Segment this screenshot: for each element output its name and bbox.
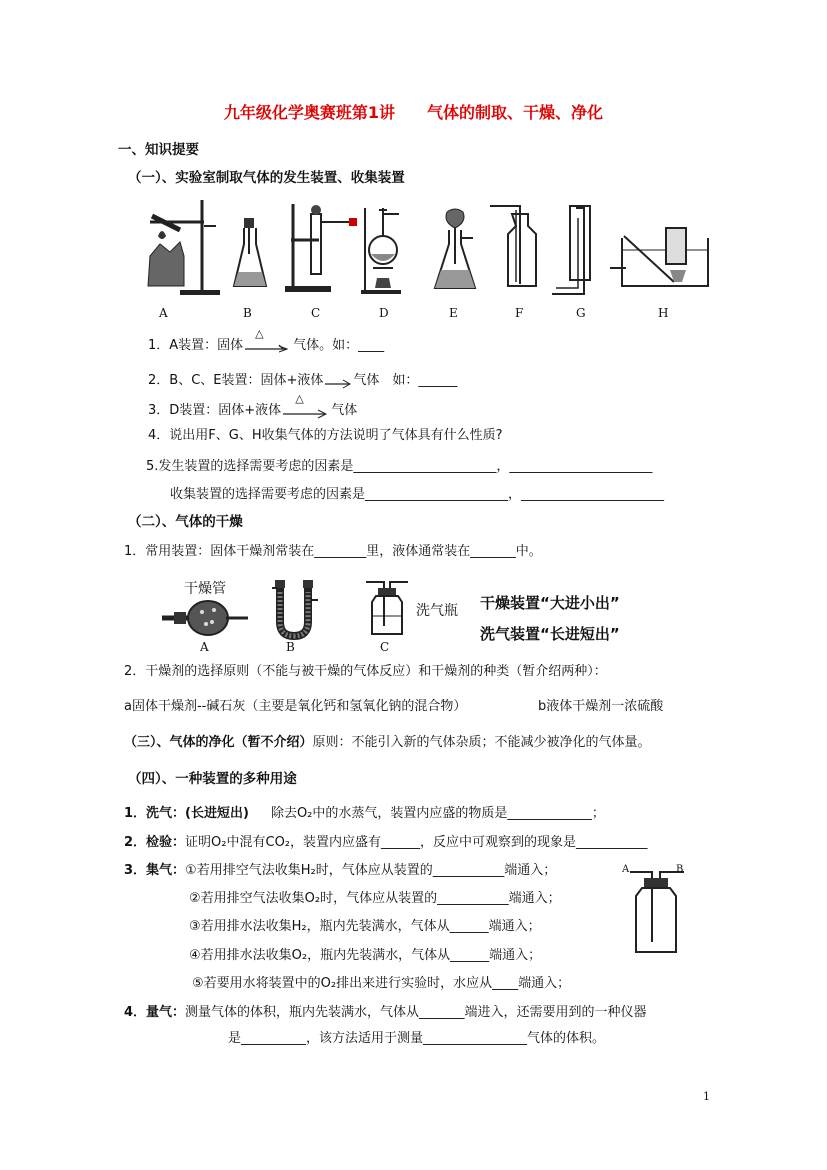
wash-rule: 洗气装置“长进短出”: [480, 625, 620, 643]
use-3-item-2: ②若用排空气法收集O₂时，气体应从装置的___________端通入；: [189, 891, 561, 906]
use-3-item-4: ④若用排水法收集O₂，瓶内先装满水，气体从______端通入；: [189, 948, 542, 963]
use-4-head: 4．量气：: [124, 1005, 186, 1020]
page-title: 九年级化学奥赛班第1讲 气体的制取、干燥、净化: [223, 103, 604, 122]
subsection-heading-2: （二）、气体的干燥: [128, 514, 243, 530]
apparatus-label-c: C: [311, 306, 321, 320]
heat-arrow: [281, 391, 331, 418]
use-3-item-3: ③若用排水法收集H₂，瓶内先装满水，气体从______端通入；: [189, 919, 541, 934]
use-1-head: 1．洗气：(长进短出): [124, 806, 249, 821]
arrow: [323, 374, 353, 388]
u-tube-image: [270, 578, 318, 638]
dry-rule: 干燥装置“大进小出”: [480, 594, 620, 612]
dry-tube-image: [160, 598, 250, 638]
subsection-3-title: （三）、气体的净化（暂不介绍）: [124, 735, 313, 750]
subsection-heading-1: （一）、实验室制取气体的发生装置、收集装置: [128, 170, 405, 186]
use-4-text-2: 是__________，该方法适用于测量________________气体的体积。: [228, 1031, 606, 1046]
use-3: [124, 859, 556, 878]
apparatus-h-image: [610, 222, 710, 292]
bottle-label-a: A: [622, 864, 630, 875]
question-2: [148, 369, 457, 388]
drying-item-2a: a固体干燥剂--碱石灰（主要是氧化钙和氢氧化钠的混合物）: [124, 699, 467, 714]
apparatus-e-image: [433, 208, 477, 296]
apparatus-a-image: [140, 196, 220, 296]
subsection-3: [124, 731, 651, 750]
question-5a: 5.发生装置的选择需要考虑的因素是______________________，______________________: [146, 459, 653, 474]
use-1-text: 除去O₂中的水蒸气，装置内应盛的物质是_____________；: [270, 806, 605, 821]
apparatus-label-d: D: [379, 306, 389, 320]
use-2-text: 证明O₂中混有CO₂，装置内应盛有______，反应中可观察到的现象是___________: [185, 835, 648, 850]
dry-tube-label: 干燥管: [184, 581, 226, 597]
question-3-suffix: 气体: [331, 403, 358, 418]
heat-arrow: [243, 326, 293, 353]
apparatus-g-image: [548, 204, 608, 296]
wash-bottle-label: 洗气瓶: [416, 603, 458, 619]
question-1-prefix: 1．A装置：固体: [148, 338, 244, 353]
apparatus-label-f: F: [515, 306, 524, 320]
apparatus-d-image: [359, 206, 409, 296]
dry-label-a: A: [200, 640, 209, 654]
apparatus-label-e: E: [449, 306, 458, 320]
question-1-suffix: 气体。如：____: [293, 338, 385, 353]
use-4-text: 测量气体的体积，瓶内先装满水，气体从_______端进入，还需要用到的一种仪器: [185, 1005, 647, 1020]
apparatus-label-g: G: [576, 306, 586, 320]
subsection-3-text: 原则：不能引入新的气体杂质；不能减少被净化的气体量。: [312, 735, 651, 750]
use-4: [124, 1001, 647, 1020]
question-2-prefix: 2．B、C、E装置：固体+液体: [148, 373, 324, 388]
use-1: [124, 802, 605, 821]
question-1: [148, 326, 385, 353]
question-3-prefix: 3．D装置：固体+液体: [148, 403, 282, 418]
gas-bottle-image: [626, 866, 692, 956]
apparatus-label-a: A: [159, 306, 168, 320]
apparatus-c-image: [283, 202, 359, 294]
use-3-head: 3．集气：: [124, 863, 186, 878]
drying-item-2b: b液体干燥剂一浓硫酸: [538, 699, 664, 714]
section-heading-1: 一、知识提要: [118, 142, 199, 158]
heat-symbol: △: [295, 391, 304, 405]
question-5b: 收集装置的选择需要考虑的因素是______________________，______________________: [170, 487, 665, 502]
apparatus-f-image: [486, 204, 550, 292]
dry-label-b: B: [286, 640, 295, 654]
apparatus-label-h: H: [658, 306, 669, 320]
page-number: 1: [703, 1090, 710, 1103]
drying-item-1: 1．常用装置：固体干燥剂常装在________里，液体通常装在_______中。: [124, 544, 542, 559]
use-3-item-5: ⑤若要用水将装置中的O₂排出来进行实验时，水应从____端通入；: [192, 976, 571, 991]
wash-bottle-image: [364, 576, 410, 638]
apparatus-label-b: B: [243, 306, 252, 320]
bottle-label-b: B: [676, 864, 684, 875]
dry-label-c: C: [380, 640, 390, 654]
heat-symbol: △: [255, 326, 264, 340]
use-2: [124, 831, 648, 850]
question-4: 4．说出用F、G、H收集气体的方法说明了气体具有什么性质?: [148, 428, 503, 443]
use-3-item-1: ①若用排空气法收集H₂时，气体应从装置的___________端通入；: [185, 863, 557, 878]
drying-item-2: 2．干燥剂的选择原则（不能与被干燥的气体反应）和干燥剂的种类（暂介绍两种）：: [124, 664, 607, 679]
question-3: [148, 391, 358, 418]
apparatus-b-image: [232, 214, 268, 294]
question-2-suffix: 气体 如：______: [353, 373, 458, 388]
use-2-head: 2．检验：: [124, 835, 186, 850]
subsection-heading-4: （四）、一种装置的多种用途: [128, 771, 297, 787]
